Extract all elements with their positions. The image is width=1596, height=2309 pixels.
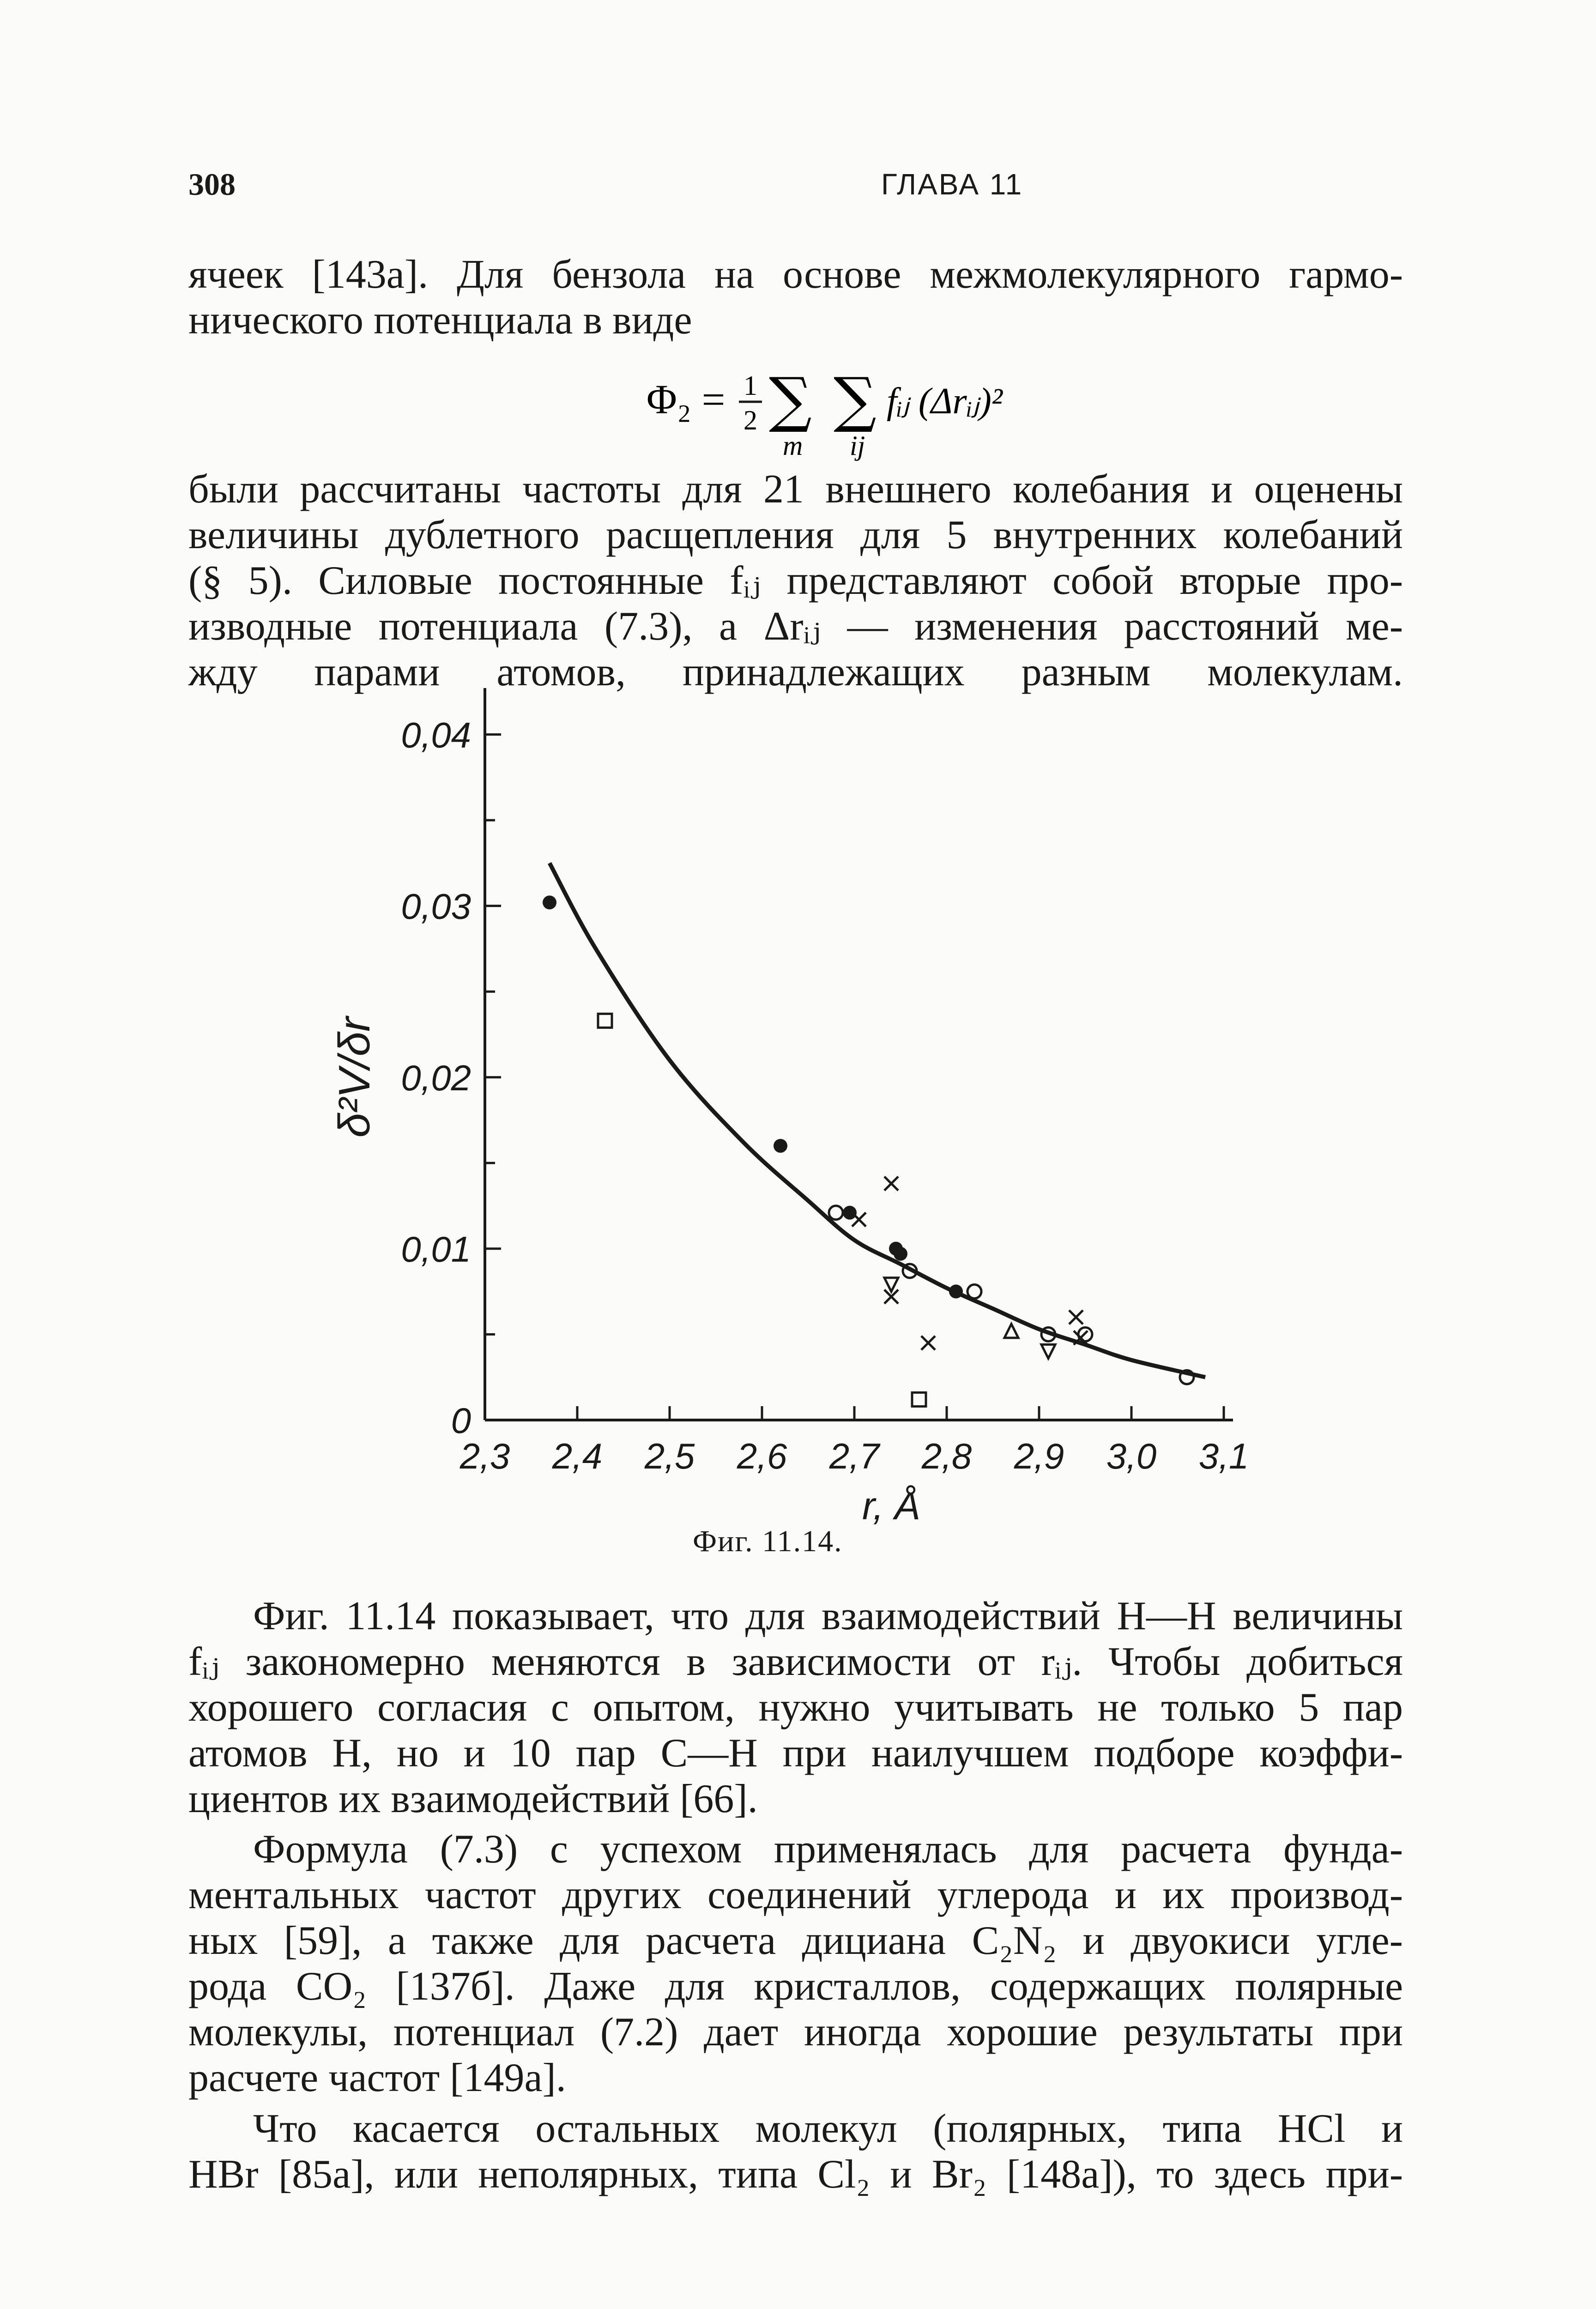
data-point-cross xyxy=(884,1177,898,1191)
data-point-filled-circle xyxy=(894,1247,907,1261)
x-tick-label: 2,6 xyxy=(737,1436,787,1476)
x-tick-label: 2,4 xyxy=(552,1436,603,1476)
page-number: 308 xyxy=(188,167,236,202)
paragraph-2 xyxy=(188,466,1403,695)
x-tick-label: 3,1 xyxy=(1198,1436,1249,1476)
data-point-open-circle xyxy=(967,1285,981,1299)
x-tick-label: 2,5 xyxy=(644,1436,695,1476)
sum-index-m: m xyxy=(783,430,803,461)
text-line: атомов Н, но и 10 пар С—Н при наилучшем подборе коэффи- xyxy=(188,1731,1403,1776)
text-line: молекулы, потенциал (7.2) дает иногда хорошие результаты при xyxy=(188,2010,1403,2055)
formula xyxy=(647,356,1201,462)
data-point-cross xyxy=(1069,1310,1083,1324)
data-point-filled-circle xyxy=(949,1285,963,1299)
text-line: Формула (7.3) с успехом применялась для расчета фунда- xyxy=(253,1827,1403,1872)
formula-graphic xyxy=(647,356,1201,462)
figure-caption: Фиг. 11.14. xyxy=(693,1524,843,1558)
text-line: изводные потенциала (7.3), а Δrᵢⱼ — изменения расстояний ме- xyxy=(188,604,1403,649)
text-line: fᵢⱼ закономерно меняются в зависимости от rᵢⱼ. Чтобы добиться xyxy=(188,1639,1403,1684)
chapter-title: ГЛАВА 11 xyxy=(881,168,1023,201)
data-point-filled-circle xyxy=(843,1206,857,1220)
y-tick-label: 0,01 xyxy=(401,1228,471,1269)
text-line: ментальных частот других соединений углерода и их производ- xyxy=(188,1873,1403,1917)
data-point-filled-circle xyxy=(774,1139,787,1153)
x-tick-label: 2,8 xyxy=(921,1436,972,1476)
sum-index-ij: ij xyxy=(850,430,865,461)
formula-lhs: Φ₂ = xyxy=(647,377,725,423)
text-line: (§ 5). Силовые постоянные fᵢⱼ представляют собой вторые про- xyxy=(188,558,1403,603)
text-line: HBr [85а], или неполярных, типа Cl₂ и Br₂ [148а]), то здесь при- xyxy=(188,2152,1403,2197)
formula-body: fᵢⱼ (Δrᵢⱼ)² xyxy=(887,381,1003,422)
data-point-open-circle xyxy=(829,1206,843,1220)
paragraph-5 xyxy=(188,2106,1403,2197)
x-tick-label: 2,9 xyxy=(1014,1436,1064,1476)
text-line: ячеек [143а]. Для бензола на основе межмолекулярного гармо- xyxy=(188,252,1403,297)
x-tick-label: 3,0 xyxy=(1106,1436,1157,1476)
text-line: нического потенциала в виде xyxy=(188,298,692,343)
text-line: рода CO₂ [137б]. Даже для кристаллов, содержащих полярные xyxy=(188,1964,1403,2009)
x-tick-label: 2,3 xyxy=(459,1436,510,1476)
y-tick-label: 0,03 xyxy=(401,886,471,927)
paragraph-1 xyxy=(188,252,1403,343)
y-tick-label: 0,04 xyxy=(401,714,471,756)
text-line: Что касается остальных молекул (полярных, типа HCl и xyxy=(253,2106,1403,2151)
sum-sign: ∑ xyxy=(769,364,812,435)
data-point-open-triangle xyxy=(1004,1324,1018,1338)
chart xyxy=(319,688,1293,1538)
formula-half-denominator: 2 xyxy=(744,405,757,435)
text-line: величины дублетного расщепления для 5 внутренних колебаний xyxy=(188,513,1403,557)
data-point-open-square xyxy=(598,1014,612,1028)
formula-half-numerator: 1 xyxy=(744,370,757,401)
text-line: ных [59], а также для расчета дициана C₂N₂ и двуокиси угле- xyxy=(188,1918,1403,1963)
text-line: расчете частот [149а]. xyxy=(188,2055,566,2100)
data-point-open-triangle-down xyxy=(1041,1345,1055,1359)
figure-11-14 xyxy=(319,688,1293,1538)
sum-sign: ∑ xyxy=(834,364,877,435)
data-point-cross xyxy=(852,1213,866,1227)
text-line: жду парами атомов, принадлежащих разным молекулам. xyxy=(188,650,1403,695)
y-axis-label: δ²V/δr xyxy=(330,1017,379,1138)
y-tick-label: 0,02 xyxy=(401,1057,471,1098)
x-tick-label: 2,7 xyxy=(829,1436,880,1476)
data-point-cross xyxy=(921,1336,935,1350)
data-point-open-triangle-down xyxy=(884,1278,898,1292)
text-line: хорошего согласия с опытом, нужно учитывать не только 5 пар xyxy=(188,1685,1403,1730)
text-line: циентов их взаимодействий [66]. xyxy=(188,1777,758,1821)
y-tick-label: 0 xyxy=(451,1400,471,1441)
fit-curve xyxy=(550,863,1205,1377)
running-header xyxy=(188,166,1403,203)
data-point-filled-circle xyxy=(543,895,556,909)
paragraph-4 xyxy=(188,1826,1403,2101)
x-axis-label: r, Å xyxy=(862,1484,921,1528)
text-line: Фиг. 11.14 показывает, что для взаимодействий Н—Н величины xyxy=(253,1594,1403,1638)
data-point-open-square xyxy=(912,1392,926,1406)
text-line: были рассчитаны частоты для 21 внешнего колебания и оценены xyxy=(188,467,1403,512)
paragraph-3 xyxy=(188,1593,1403,1822)
